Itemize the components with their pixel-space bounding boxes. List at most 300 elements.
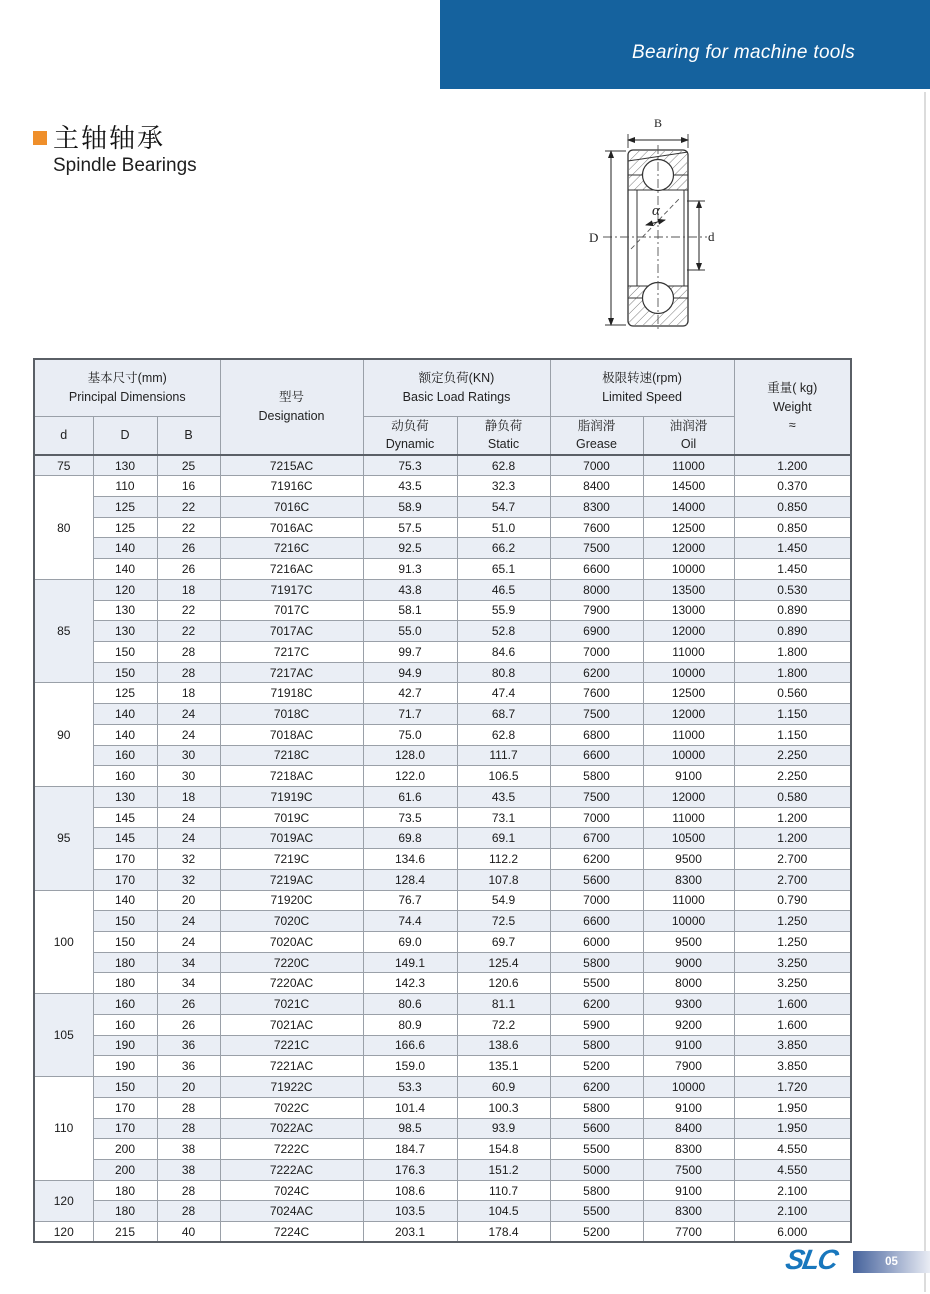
- cell-static-load: 52.8: [457, 621, 550, 642]
- cell-B: 28: [157, 1180, 220, 1201]
- cell-designation: 71916C: [220, 476, 363, 497]
- cell-oil-speed: 12000: [643, 787, 734, 808]
- cell-B: 25: [157, 455, 220, 476]
- cell-weight: 0.850: [734, 517, 851, 538]
- cell-static-load: 81.1: [457, 994, 550, 1015]
- cell-grease-speed: 6200: [550, 849, 643, 870]
- cell-grease-speed: 7900: [550, 600, 643, 621]
- cell-designation: 7219AC: [220, 869, 363, 890]
- page-title-english: Spindle Bearings: [53, 155, 197, 176]
- cell-dynamic-load: 142.3: [363, 973, 457, 994]
- table-row: [34, 683, 851, 704]
- cell-static-load: 100.3: [457, 1097, 550, 1118]
- table-row: [34, 600, 851, 621]
- cell-B: 24: [157, 724, 220, 745]
- table-row: [34, 1159, 851, 1180]
- cell-designation: 7016AC: [220, 517, 363, 538]
- cell-D: 140: [93, 724, 157, 745]
- table-row: [34, 724, 851, 745]
- cell-oil-speed: 13500: [643, 579, 734, 600]
- cell-static-load: 84.6: [457, 641, 550, 662]
- cell-D: 110: [93, 476, 157, 497]
- cell-B: 18: [157, 683, 220, 704]
- cell-designation: 7217AC: [220, 662, 363, 683]
- cell-dynamic-load: 98.5: [363, 1118, 457, 1139]
- cell-D: 150: [93, 911, 157, 932]
- table-row: [34, 1056, 851, 1077]
- cell-oil-speed: 12500: [643, 517, 734, 538]
- cell-B: 36: [157, 1035, 220, 1056]
- cell-static-load: 55.9: [457, 600, 550, 621]
- slc-logo: SLC: [783, 1244, 839, 1275]
- cell-D: 180: [93, 1180, 157, 1201]
- cell-dynamic-load: 58.9: [363, 496, 457, 517]
- cell-designation: 7224C: [220, 1222, 363, 1243]
- cell-weight: 1.600: [734, 1014, 851, 1035]
- cell-grease-speed: 5500: [550, 1139, 643, 1160]
- cell-B: 24: [157, 807, 220, 828]
- cell-weight: 0.890: [734, 621, 851, 642]
- cell-dynamic-load: 43.8: [363, 579, 457, 600]
- cell-dynamic-load: 122.0: [363, 766, 457, 787]
- cell-grease-speed: 5800: [550, 1035, 643, 1056]
- cell-static-load: 107.8: [457, 869, 550, 890]
- cell-dynamic-load: 42.7: [363, 683, 457, 704]
- cell-static-load: 43.5: [457, 787, 550, 808]
- cell-designation: 7220C: [220, 952, 363, 973]
- table-row: [34, 1222, 851, 1243]
- cell-static-load: 80.8: [457, 662, 550, 683]
- cell-designation: 7018C: [220, 704, 363, 725]
- cell-static-load: 62.8: [457, 455, 550, 476]
- cell-oil-speed: 10000: [643, 1077, 734, 1098]
- cell-D: 140: [93, 704, 157, 725]
- cell-B: 26: [157, 1014, 220, 1035]
- cell-weight: 2.700: [734, 869, 851, 890]
- cell-designation: 7018AC: [220, 724, 363, 745]
- cell-designation: 7024C: [220, 1180, 363, 1201]
- cell-grease-speed: 5500: [550, 973, 643, 994]
- cell-weight: 2.250: [734, 766, 851, 787]
- cell-grease-speed: 6600: [550, 559, 643, 580]
- cell-oil-speed: 8400: [643, 1118, 734, 1139]
- cell-D: 140: [93, 559, 157, 580]
- cell-weight: 1.200: [734, 455, 851, 476]
- cell-weight: 6.000: [734, 1222, 851, 1243]
- cell-D: 140: [93, 890, 157, 911]
- cell-designation: 7216C: [220, 538, 363, 559]
- cell-oil-speed: 9500: [643, 932, 734, 953]
- cell-static-load: 51.0: [457, 517, 550, 538]
- cell-weight: 1.950: [734, 1097, 851, 1118]
- cell-dynamic-load: 57.5: [363, 517, 457, 538]
- cell-static-load: 93.9: [457, 1118, 550, 1139]
- cell-designation: 7217C: [220, 641, 363, 662]
- orange-bullet-icon: [33, 131, 47, 145]
- cell-B: 30: [157, 745, 220, 766]
- header-principal-dimensions: 基本尺寸(mm) Principal Dimensions: [34, 359, 220, 416]
- cell-D: 170: [93, 869, 157, 890]
- cell-grease-speed: 6800: [550, 724, 643, 745]
- header-col-static: 静负荷 Static: [457, 416, 550, 455]
- cell-d-group: 105: [34, 994, 93, 1077]
- cell-designation: 7221AC: [220, 1056, 363, 1077]
- cell-oil-speed: 14500: [643, 476, 734, 497]
- cell-dynamic-load: 94.9: [363, 662, 457, 683]
- cell-weight: 1.450: [734, 559, 851, 580]
- header-designation: 型号 Designation: [220, 359, 363, 455]
- table-row: [34, 745, 851, 766]
- cell-D: 170: [93, 849, 157, 870]
- table-row: [34, 476, 851, 497]
- cell-D: 200: [93, 1159, 157, 1180]
- cell-D: 190: [93, 1056, 157, 1077]
- cell-static-load: 72.5: [457, 911, 550, 932]
- cell-designation: 7220AC: [220, 973, 363, 994]
- cell-static-load: 104.5: [457, 1201, 550, 1222]
- table-row: [34, 1201, 851, 1222]
- cell-grease-speed: 6200: [550, 662, 643, 683]
- cell-designation: 7215AC: [220, 455, 363, 476]
- table-row: [34, 1180, 851, 1201]
- cell-oil-speed: 8300: [643, 1201, 734, 1222]
- cell-B: 22: [157, 621, 220, 642]
- header-col-grease: 脂润滑 Grease: [550, 416, 643, 455]
- cell-D: 215: [93, 1222, 157, 1243]
- cell-B: 24: [157, 932, 220, 953]
- cell-grease-speed: 7500: [550, 538, 643, 559]
- cell-d-group: 80: [34, 476, 93, 580]
- cell-oil-speed: 9100: [643, 766, 734, 787]
- cell-oil-speed: 12500: [643, 683, 734, 704]
- cell-D: 190: [93, 1035, 157, 1056]
- cell-D: 150: [93, 662, 157, 683]
- cell-oil-speed: 9100: [643, 1180, 734, 1201]
- cell-designation: 7218AC: [220, 766, 363, 787]
- cell-dynamic-load: 69.8: [363, 828, 457, 849]
- cell-weight: 1.800: [734, 662, 851, 683]
- cell-weight: 0.890: [734, 600, 851, 621]
- cell-D: 125: [93, 683, 157, 704]
- header-col-oil: 油润滑 Oil: [643, 416, 734, 455]
- cell-D: 130: [93, 787, 157, 808]
- cell-d-group: 120: [34, 1180, 93, 1221]
- cell-oil-speed: 8300: [643, 869, 734, 890]
- cell-weight: 2.250: [734, 745, 851, 766]
- cell-designation: 71918C: [220, 683, 363, 704]
- cell-oil-speed: 9000: [643, 952, 734, 973]
- cell-D: 160: [93, 766, 157, 787]
- cell-dynamic-load: 99.7: [363, 641, 457, 662]
- table-row: [34, 621, 851, 642]
- cell-D: 140: [93, 538, 157, 559]
- cell-B: 28: [157, 662, 220, 683]
- cell-oil-speed: 9200: [643, 1014, 734, 1035]
- cell-dynamic-load: 184.7: [363, 1139, 457, 1160]
- cell-grease-speed: 7600: [550, 517, 643, 538]
- table-row: [34, 807, 851, 828]
- cell-static-load: 69.1: [457, 828, 550, 849]
- cell-grease-speed: 6200: [550, 994, 643, 1015]
- table-row: [34, 1077, 851, 1098]
- cell-dynamic-load: 176.3: [363, 1159, 457, 1180]
- cell-dynamic-load: 74.4: [363, 911, 457, 932]
- cell-oil-speed: 8000: [643, 973, 734, 994]
- header-limited-speed: 极限转速(rpm) Limited Speed: [550, 359, 734, 416]
- cell-grease-speed: 5200: [550, 1222, 643, 1243]
- cell-D: 150: [93, 641, 157, 662]
- cell-d-group: 100: [34, 890, 93, 994]
- cell-weight: 1.800: [734, 641, 851, 662]
- cell-static-load: 65.1: [457, 559, 550, 580]
- cell-B: 28: [157, 1118, 220, 1139]
- cell-weight: 1.250: [734, 911, 851, 932]
- cell-weight: 1.150: [734, 724, 851, 745]
- cell-D: 180: [93, 1201, 157, 1222]
- table-row: [34, 1139, 851, 1160]
- cell-designation: 71917C: [220, 579, 363, 600]
- table-row: [34, 869, 851, 890]
- cell-weight: 4.550: [734, 1139, 851, 1160]
- cell-B: 22: [157, 517, 220, 538]
- cell-grease-speed: 6600: [550, 911, 643, 932]
- cell-static-load: 73.1: [457, 807, 550, 828]
- cell-oil-speed: 14000: [643, 496, 734, 517]
- table-row: [34, 579, 851, 600]
- cell-grease-speed: 8400: [550, 476, 643, 497]
- table-row: [34, 517, 851, 538]
- cell-weight: 1.200: [734, 807, 851, 828]
- table-row: [34, 496, 851, 517]
- table-row: [34, 994, 851, 1015]
- cell-oil-speed: 11000: [643, 641, 734, 662]
- cell-designation: 7219C: [220, 849, 363, 870]
- cell-dynamic-load: 76.7: [363, 890, 457, 911]
- d-outer-dimension-label: D: [589, 230, 599, 245]
- table-row: [34, 766, 851, 787]
- cell-grease-speed: 5500: [550, 1201, 643, 1222]
- cell-B: 18: [157, 579, 220, 600]
- cell-d-group: 120: [34, 1222, 93, 1243]
- bearing-spec-table: [33, 358, 852, 1243]
- cell-weight: 1.450: [734, 538, 851, 559]
- cell-static-load: 46.5: [457, 579, 550, 600]
- cell-designation: 71922C: [220, 1077, 363, 1098]
- cell-oil-speed: 12000: [643, 538, 734, 559]
- header-col-dynamic: 动负荷 Dynamic: [363, 416, 457, 455]
- cell-D: 150: [93, 1077, 157, 1098]
- cell-static-load: 60.9: [457, 1077, 550, 1098]
- cell-D: 160: [93, 1014, 157, 1035]
- table-header: [34, 359, 851, 455]
- cell-designation: 7019AC: [220, 828, 363, 849]
- cell-oil-speed: 10500: [643, 828, 734, 849]
- table-row: [34, 538, 851, 559]
- cell-B: 38: [157, 1159, 220, 1180]
- cell-static-load: 47.4: [457, 683, 550, 704]
- cell-D: 130: [93, 621, 157, 642]
- cell-oil-speed: 13000: [643, 600, 734, 621]
- cell-d-group: 90: [34, 683, 93, 787]
- cell-weight: 0.850: [734, 496, 851, 517]
- cell-weight: 3.250: [734, 973, 851, 994]
- cell-B: 28: [157, 1201, 220, 1222]
- cell-designation: 7021C: [220, 994, 363, 1015]
- cell-dynamic-load: 149.1: [363, 952, 457, 973]
- cell-static-load: 138.6: [457, 1035, 550, 1056]
- cell-oil-speed: 9500: [643, 849, 734, 870]
- cell-weight: 4.550: [734, 1159, 851, 1180]
- cell-B: 18: [157, 787, 220, 808]
- cell-dynamic-load: 58.1: [363, 600, 457, 621]
- cell-dynamic-load: 80.6: [363, 994, 457, 1015]
- cell-D: 180: [93, 952, 157, 973]
- cell-grease-speed: 5600: [550, 1118, 643, 1139]
- cell-d-group: 75: [34, 455, 93, 476]
- cell-D: 160: [93, 745, 157, 766]
- cell-B: 24: [157, 911, 220, 932]
- cell-B: 26: [157, 559, 220, 580]
- cell-designation: 7024AC: [220, 1201, 363, 1222]
- cell-d-group: 110: [34, 1077, 93, 1181]
- cell-grease-speed: 5800: [550, 766, 643, 787]
- cell-oil-speed: 12000: [643, 621, 734, 642]
- table-row: [34, 890, 851, 911]
- cell-oil-speed: 8300: [643, 1139, 734, 1160]
- cell-weight: 3.850: [734, 1035, 851, 1056]
- angle-label: α: [652, 203, 660, 219]
- cell-weight: 1.250: [734, 932, 851, 953]
- cell-dynamic-load: 73.5: [363, 807, 457, 828]
- table-row: [34, 704, 851, 725]
- cell-dynamic-load: 159.0: [363, 1056, 457, 1077]
- cell-B: 22: [157, 496, 220, 517]
- cell-D: 150: [93, 932, 157, 953]
- cell-static-load: 68.7: [457, 704, 550, 725]
- cell-oil-speed: 11000: [643, 455, 734, 476]
- cell-grease-speed: 5800: [550, 952, 643, 973]
- cell-oil-speed: 10000: [643, 911, 734, 932]
- cell-B: 32: [157, 869, 220, 890]
- cell-dynamic-load: 203.1: [363, 1222, 457, 1243]
- cell-D: 160: [93, 994, 157, 1015]
- cell-designation: 71919C: [220, 787, 363, 808]
- cell-oil-speed: 9100: [643, 1035, 734, 1056]
- cell-weight: 3.250: [734, 952, 851, 973]
- cell-weight: 2.100: [734, 1201, 851, 1222]
- cell-grease-speed: 6700: [550, 828, 643, 849]
- cell-weight: 1.200: [734, 828, 851, 849]
- cell-oil-speed: 10000: [643, 559, 734, 580]
- cell-dynamic-load: 71.7: [363, 704, 457, 725]
- header-col-D: D: [93, 416, 157, 455]
- cell-static-load: 135.1: [457, 1056, 550, 1077]
- cell-dynamic-load: 108.6: [363, 1180, 457, 1201]
- cell-B: 36: [157, 1056, 220, 1077]
- cell-D: 170: [93, 1118, 157, 1139]
- cell-static-load: 106.5: [457, 766, 550, 787]
- cell-B: 20: [157, 890, 220, 911]
- table-row: [34, 828, 851, 849]
- cell-designation: 7019C: [220, 807, 363, 828]
- cell-designation: 7216AC: [220, 559, 363, 580]
- cell-grease-speed: 5000: [550, 1159, 643, 1180]
- cell-B: 26: [157, 538, 220, 559]
- header-banner: [440, 0, 930, 89]
- cell-dynamic-load: 53.3: [363, 1077, 457, 1098]
- cell-D: 145: [93, 807, 157, 828]
- cell-weight: 1.950: [734, 1118, 851, 1139]
- table-row: [34, 455, 851, 476]
- header-col-d: d: [34, 416, 93, 455]
- header-basic-load-ratings: 额定负荷(KN) Basic Load Ratings: [363, 359, 550, 416]
- cell-grease-speed: 6600: [550, 745, 643, 766]
- cell-designation: 71920C: [220, 890, 363, 911]
- cell-B: 16: [157, 476, 220, 497]
- cell-designation: 7020AC: [220, 932, 363, 953]
- cell-oil-speed: 9100: [643, 1097, 734, 1118]
- cell-static-load: 66.2: [457, 538, 550, 559]
- table-row: [34, 849, 851, 870]
- cell-dynamic-load: 166.6: [363, 1035, 457, 1056]
- table-row: [34, 641, 851, 662]
- cell-weight: 0.370: [734, 476, 851, 497]
- cell-weight: 0.560: [734, 683, 851, 704]
- cell-oil-speed: 11000: [643, 890, 734, 911]
- cell-grease-speed: 7000: [550, 807, 643, 828]
- table-row: [34, 952, 851, 973]
- cell-D: 180: [93, 973, 157, 994]
- cell-designation: 7222C: [220, 1139, 363, 1160]
- cell-oil-speed: 11000: [643, 724, 734, 745]
- table-row: [34, 1118, 851, 1139]
- header-col-B: B: [157, 416, 220, 455]
- table-row: [34, 1035, 851, 1056]
- page-title-chinese: 主轴轴承: [53, 123, 166, 153]
- cell-B: 20: [157, 1077, 220, 1098]
- cell-static-load: 54.7: [457, 496, 550, 517]
- cell-weight: 2.100: [734, 1180, 851, 1201]
- table-row: [34, 662, 851, 683]
- cell-dynamic-load: 128.0: [363, 745, 457, 766]
- cell-grease-speed: 7000: [550, 641, 643, 662]
- cell-D: 130: [93, 455, 157, 476]
- cell-static-load: 154.8: [457, 1139, 550, 1160]
- d-bore-dimension-label: d: [708, 229, 715, 244]
- cell-dynamic-load: 75.3: [363, 455, 457, 476]
- cell-oil-speed: 9300: [643, 994, 734, 1015]
- cell-weight: 1.600: [734, 994, 851, 1015]
- cell-designation: 7022AC: [220, 1118, 363, 1139]
- cell-B: 32: [157, 849, 220, 870]
- cell-dynamic-load: 101.4: [363, 1097, 457, 1118]
- cell-static-load: 120.6: [457, 973, 550, 994]
- cell-oil-speed: 11000: [643, 807, 734, 828]
- cell-dynamic-load: 128.4: [363, 869, 457, 890]
- cell-dynamic-load: 55.0: [363, 621, 457, 642]
- cell-weight: 3.850: [734, 1056, 851, 1077]
- cell-d-group: 95: [34, 787, 93, 891]
- cell-static-load: 151.2: [457, 1159, 550, 1180]
- cell-static-load: 111.7: [457, 745, 550, 766]
- cell-grease-speed: 5900: [550, 1014, 643, 1035]
- table-row: [34, 787, 851, 808]
- cell-weight: 0.530: [734, 579, 851, 600]
- cell-grease-speed: 7000: [550, 455, 643, 476]
- cell-designation: 7020C: [220, 911, 363, 932]
- cell-grease-speed: 7500: [550, 704, 643, 725]
- cell-D: 125: [93, 517, 157, 538]
